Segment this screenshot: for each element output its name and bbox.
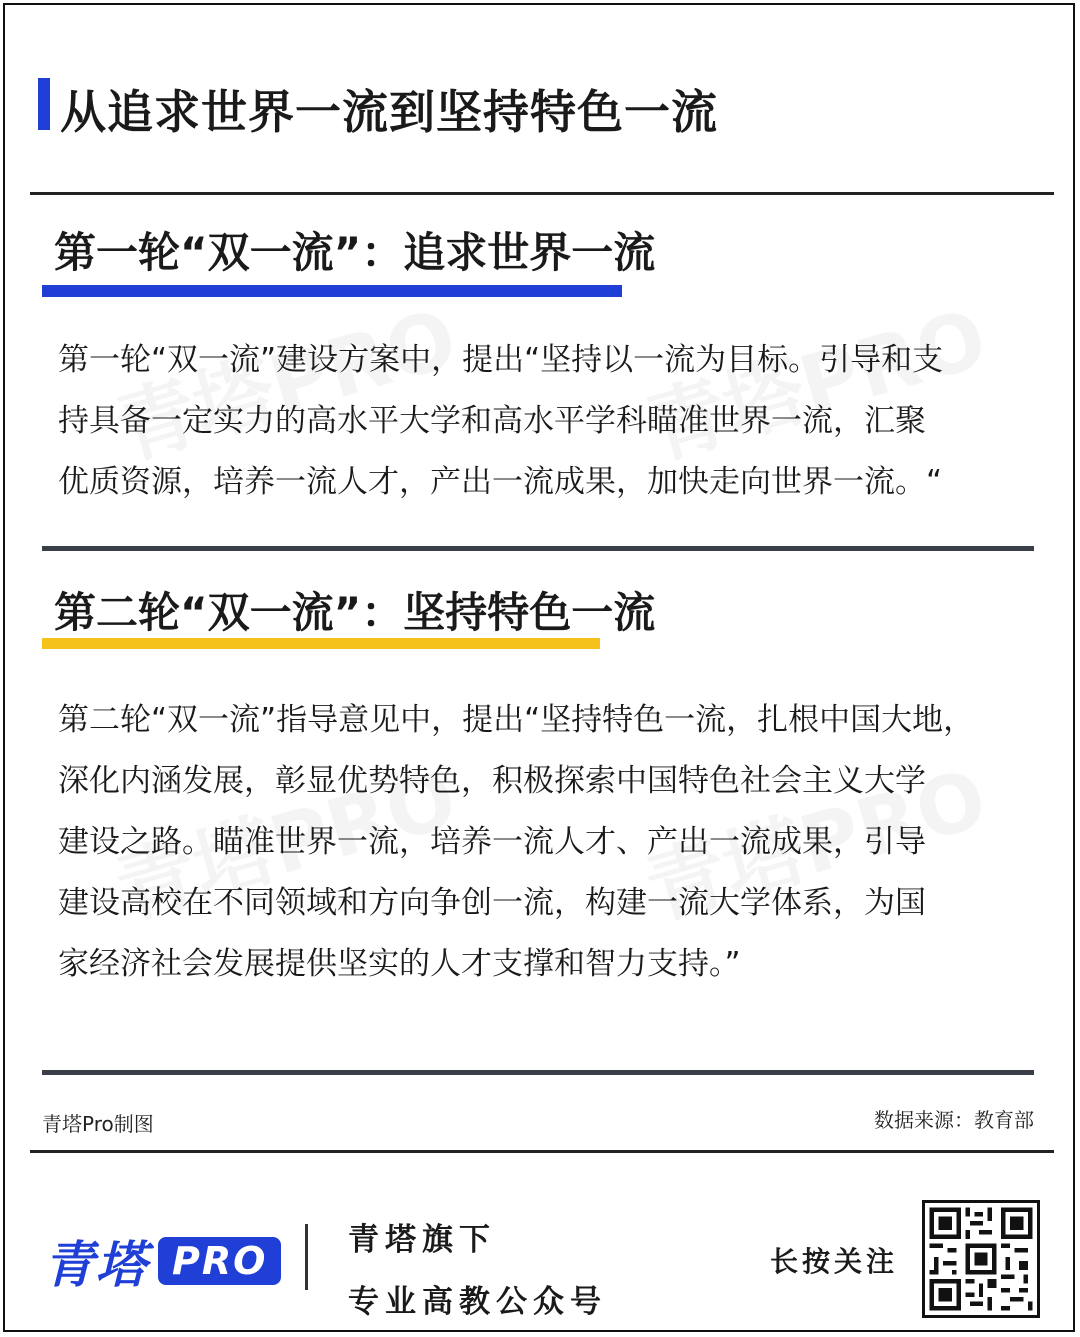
brand-logo	[44, 1225, 281, 1297]
brand-pro-badge: PRO	[158, 1237, 281, 1285]
brand-divider	[305, 1224, 308, 1290]
section1-underline	[42, 285, 622, 297]
qr-code-icon[interactable]	[922, 1200, 1040, 1318]
paragraph-line: 建设高校在不同领域和方向争创一流，构建一流大学体系，为国	[58, 885, 926, 921]
source-text: 数据来源：教育部	[874, 1108, 1034, 1132]
section2-underline	[42, 638, 600, 649]
section1-heading: 第一轮“双一流”：追求世界一流	[54, 228, 656, 277]
divider-footer	[30, 1150, 1054, 1153]
paragraph-line: 建设之路。瞄准世界一流，培养一流人才、产出一流成果，引导	[58, 824, 926, 860]
paragraph-line: 家经济社会发展提供坚实的人才支撑和智力支持。”	[58, 946, 741, 982]
divider-bottom	[42, 1070, 1034, 1075]
tagline-line2: 专业高教公众号	[348, 1284, 607, 1320]
paragraph-line: 优质资源，培养一流人才，产出一流成果，加快走向世界一流。“	[58, 464, 943, 500]
paragraph-line: 第一轮“双一流”建设方案中，提出“坚持以一流为目标。引导和支	[58, 342, 944, 378]
tagline-line1: 青塔旗下	[348, 1222, 496, 1258]
brand-name: 青塔	[44, 1236, 148, 1294]
paragraph-line: 持具备一定实力的高水平大学和高水平学科瞄准世界一流，汇聚	[58, 403, 926, 439]
section2-paragraph	[58, 690, 1038, 995]
follow-prompt: 长按关注	[770, 1245, 899, 1278]
section1-paragraph	[58, 330, 1038, 513]
paragraph-line: 第二轮“双一流”指导意见中，提出“坚持特色一流，扎根中国大地，	[58, 702, 975, 738]
credit-text: 青塔Pro制图	[42, 1112, 154, 1136]
section2-heading: 第二轮“双一流”：坚持特色一流	[54, 588, 656, 637]
paragraph-line: 深化内涵发展，彰显优势特色，积极探索中国特色社会主义大学	[58, 763, 926, 799]
divider-top	[30, 192, 1054, 195]
page-title: 从追求世界一流到坚持特色一流	[60, 85, 718, 139]
title-accent-bar	[38, 78, 50, 130]
divider-middle	[42, 546, 1034, 551]
